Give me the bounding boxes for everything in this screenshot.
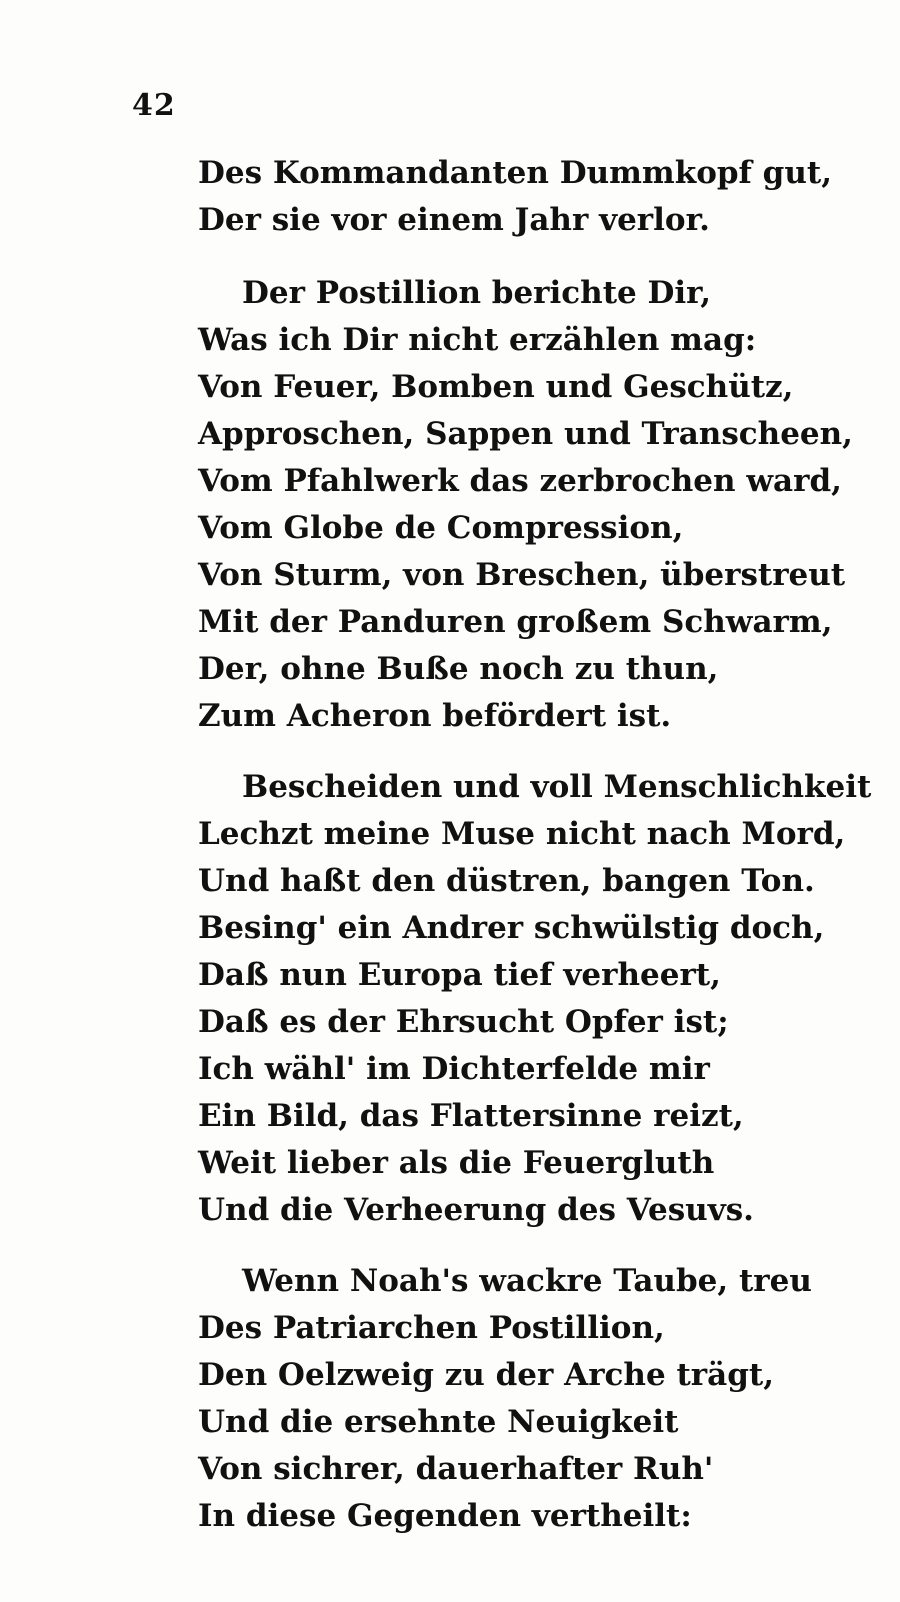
stanza-4: [198, 1258, 838, 1540]
poem-line: Besing' ein Andrer schwülstig doch,: [198, 910, 825, 946]
poem-line: Und haßt den düstren, bangen Ton.: [198, 863, 815, 899]
poem-line: Weit lieber als die Feuergluth: [198, 1145, 715, 1181]
poem-line: Den Oelzweig zu der Arche trägt,: [198, 1357, 774, 1393]
poem-line: Des Patriarchen Postillion,: [198, 1310, 665, 1346]
stanza-1: [198, 150, 838, 244]
stanza-3: [198, 764, 872, 1234]
poem-line: Wenn Noah's wackre Taube, treu: [242, 1263, 812, 1299]
poem-line: Mit der Panduren großem Schwarm,: [198, 604, 833, 640]
poem-line: Von Feuer, Bomben und Geschütz,: [198, 369, 794, 405]
poem-line: Daß nun Europa tief verheert,: [198, 957, 721, 993]
poem-line: Und die Verheerung des Vesuvs.: [198, 1192, 754, 1228]
poem-line: Bescheiden und voll Menschlichkeit: [242, 769, 872, 805]
poem-line: Lechzt meine Muse nicht nach Mord,: [198, 816, 846, 852]
poem-line: Was ich Dir nicht erzählen mag:: [198, 322, 757, 358]
poem-line: In diese Gegenden vertheilt:: [198, 1498, 692, 1534]
poem-text: [198, 150, 872, 1568]
poem-line: Und die ersehnte Neuigkeit: [198, 1404, 679, 1440]
poem-line: Der sie vor einem Jahr verlor.: [198, 202, 710, 238]
poem-line: Zum Acheron befördert ist.: [198, 698, 672, 734]
poem-line: Ein Bild, das Flattersinne reizt,: [198, 1098, 744, 1134]
poem-line: Ich wähl' im Dichterfelde mir: [198, 1051, 710, 1087]
poem-line: Vom Pfahlwerk das zerbrochen ward,: [198, 463, 842, 499]
poem-line: Approschen, Sappen und Transcheen,: [198, 416, 853, 452]
poem-line: Des Kommandanten Dummkopf gut,: [198, 155, 833, 191]
poem-line: Der, ohne Buße noch zu thun,: [198, 651, 719, 687]
poem-line: Der Postillion berichte Dir,: [242, 275, 712, 311]
poem-line: Vom Globe de Compression,: [198, 510, 684, 546]
poem-line: Von Sturm, von Breschen, überstreut: [198, 557, 846, 593]
poem-line: Daß es der Ehrsucht Opfer ist;: [198, 1004, 729, 1040]
stanza-2: [198, 270, 853, 740]
page-number: 42: [132, 88, 176, 123]
poem-line: Von sichrer, dauerhafter Ruh': [198, 1451, 714, 1487]
